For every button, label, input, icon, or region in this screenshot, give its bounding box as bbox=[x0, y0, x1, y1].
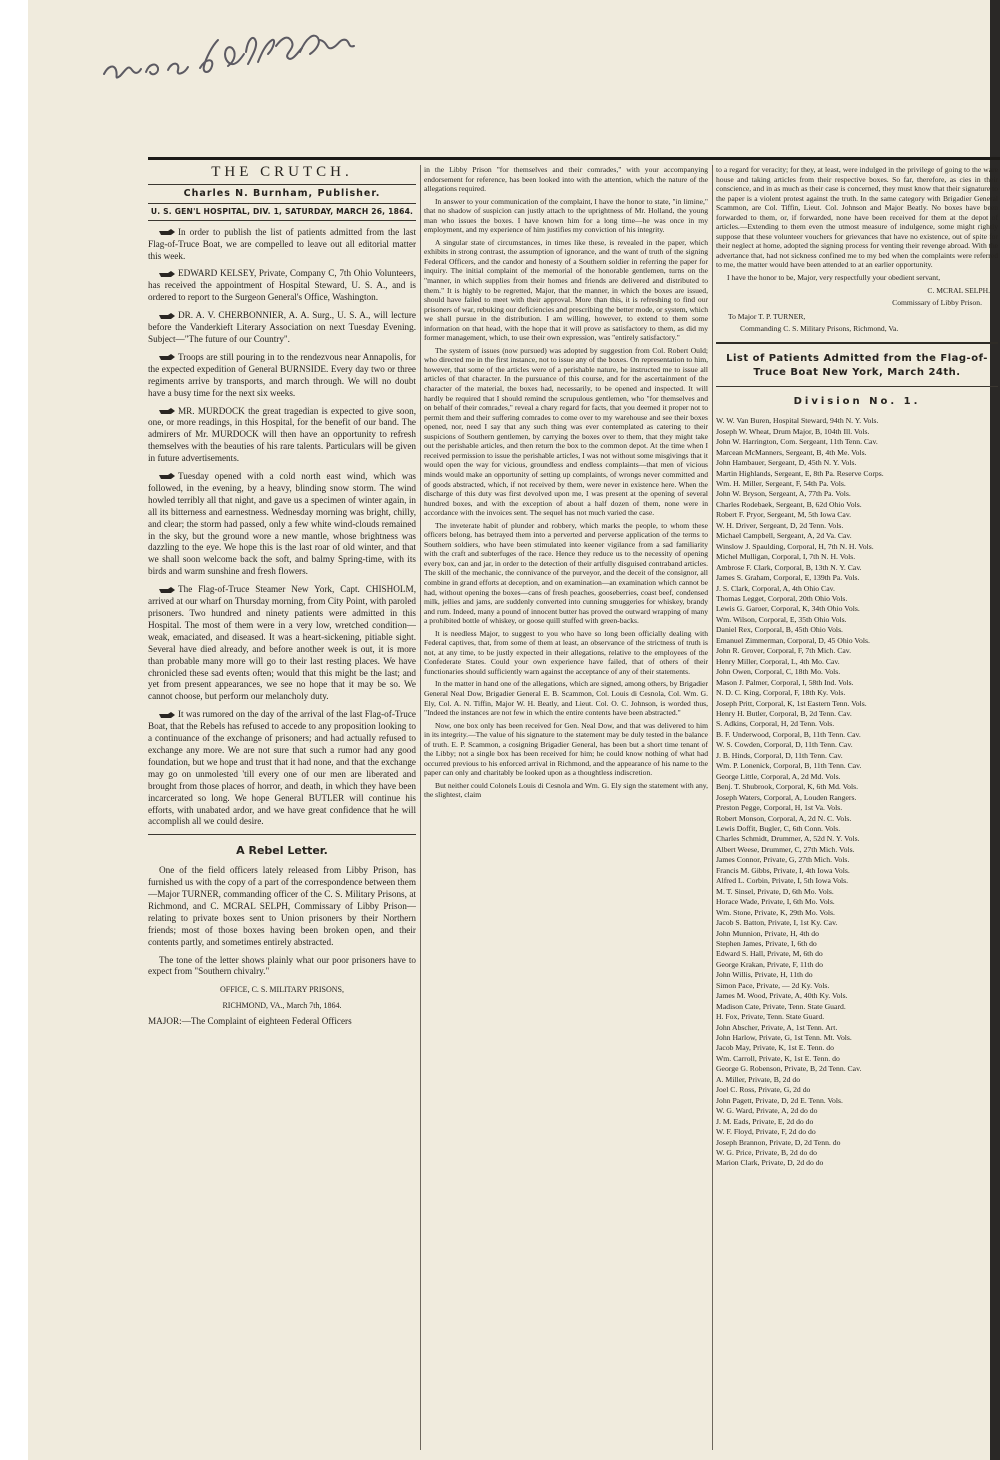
patient-entry: Robert Monson, Corporal, A, 2d N. C. Vols. bbox=[716, 813, 852, 823]
letter-paragraph: I have the honor to be, Major, very respectfully your obedient servant, bbox=[727, 273, 941, 283]
patient-entry: Wm. Wilson, Corporal, E, 35th Ohio Vols. bbox=[716, 614, 847, 624]
notice-paragraph bbox=[148, 709, 416, 828]
patient-entry: John W. Harrington, Com. Sergeant, 11th Tenn. Cav. bbox=[716, 437, 878, 447]
letter-paragraph: The inveterate habit of plunder and robbery, which marks the people, to whom these officers belong, has betrayed them into a perverted and perverse application of the terms to Southern soldiers, who have been stimulated into keener vigilance from a sad familiarity with the craft and subterfuges of the race. Hence they reduce us to the necessity of opening every box, can and jar, in order to the detection of their artfully disguised contraband articles. The skill of the mechanic, the connivance of the purveyor, and the deceit of the consignor, all combine in grand efforts at deception, and on examination—an examination which cannot be had, without opening the boxes—cans of fresh peaches, gooseberries, coast beef, condensed milk, jellies and jams, are suddenly converted into cunning smuggeries for whiskey, brandy and rum. Indeed, many a pound of innocent butter has proved the outward wrapping of many a prohibited bottle of whiskey, or goose quill stuffed with green-backs. bbox=[424, 520, 708, 626]
rebel-letter-heading: A Rebel Letter. bbox=[236, 844, 328, 858]
patient-entry: Thomas Legget, Corporal, 20th Ohio Vols. bbox=[716, 594, 848, 603]
patient-entry: Marion Clark, Private, D, 2d do do bbox=[716, 1158, 824, 1168]
patient-entry: Joseph Pritt, Corporal, K, 1st Eastern Tenn. Vols. bbox=[716, 698, 867, 708]
division-heading: Division No. 1. bbox=[793, 395, 921, 407]
addressee-name: To Major T. P. TURNER, bbox=[728, 311, 806, 321]
patient-entry: Henry Miller, Corporal, L, 4th Mo. Cav. bbox=[716, 656, 840, 666]
patient-entry: Charles Rodebaek, Sergeant, B, 62d Ohio Vols. bbox=[716, 499, 862, 509]
patient-entry: Martin Highlands, Sergeant, E, 8th Pa. Reserve Corps. bbox=[716, 468, 884, 478]
notice-text: Tuesday opened with a cold north east wind, which was followed, in the evening, by a heavy, blinding snow storm. The wind howled terribly all that night, and gave us a specimen of winter again, in all its bitterness and earnestness. Wednesday morning was bright, chilly, and clear; the storm had passed, only a few white wind-clouds remained in the sky, but the ground wore a new mantle, whose brightness was dazzling to the eye. We hope this is the last roar of old winter, and that we shall soon welcome back the soft, and balmy Spring-time, with its birds and warm sunshine and fresh flowers. bbox=[148, 471, 416, 577]
patient-entry: Benj. T. Shubrook, Corporal, K, 6th Md. Vols. bbox=[716, 782, 859, 792]
patient-entry: A. Miller, Private, B, 2d do bbox=[716, 1074, 801, 1084]
patient-entry: Preston Pegge, Corporal, H, 1st Va. Vols. bbox=[716, 803, 843, 813]
patient-entry: Charles Schmidt, Drummer, A, 52d N. Y. Vols. bbox=[716, 834, 860, 844]
column-3 bbox=[716, 165, 998, 1445]
letter-paragraph: to a regard for veracity; for they, at least, were indulged in the privilege of going to the ware house and taking articles from their respective boxes. So far, therefore, as cies in their conscience, and in as much as their case is concerned, they must know that their signature to the paper is a violent protest against the truth. In the same category with Brigadier General Scammon, are Col. Tiffin, Lieut. Col. Johnson and Major Beatly. No boxes have been forwarded to them, or, if forwarded, none have been received for them at the depot of articles.—Extending to them even the utmost measure of indulgence, some might rightly suppose that these volunteer vouchers for grievances that have no existence, out of spite for their neglect at home, adopted the signing process for venting their revenge abroad. With the advertance that, had not sickness confined me to my bed when the complaints were referred to me, the matter would have been attended to at an earlier opportunity. bbox=[716, 165, 998, 270]
patient-entry: W. S. Cowden, Corporal, D, 11th Tenn. Cav. bbox=[716, 740, 853, 750]
patient-entry: Jacob May, Private, K, 1st E. Tenn. do bbox=[716, 1043, 834, 1053]
patient-entry: Daniel Rex, Corporal, B, 45th Ohio Vols. bbox=[716, 625, 843, 635]
patient-entry: Lewis G. Garoer, Corporal, K, 34th Ohio Vols. bbox=[716, 604, 860, 614]
patient-entry: H. Fox, Private, Tenn. State Guard. bbox=[716, 1012, 825, 1022]
letter-paragraph: It is needless Major, to suggest to you who have so long been officially dealing with Federal captives, that, from some of them at least, an observance of the strictness of truth is not, at any time, to be justly expected in their allegations, relative to the employees of the Confederate States. Could your own experience have failed, that of others of their functionaries should sufficiently warn against the acceptance of any of their statements. bbox=[424, 628, 708, 676]
patient-entry: N. D. C. King, Corporal, F, 18th Ky. Vols. bbox=[716, 688, 846, 698]
letter-paragraph: in the Libby Prison "for themselves and their comrades," with your accompanying endorsement for reference, has been looked into with the attention, which the nature of the allegations required. bbox=[424, 165, 708, 194]
signature-name: C. MCRAL SELPH. bbox=[927, 285, 990, 295]
pointing-hand-icon bbox=[159, 473, 175, 480]
patient-entry: Wm. P. Lonenick, Corporal, B, 11th Tenn. Cav. bbox=[716, 761, 862, 771]
patient-entry: George Little, Corporal, A, 2d Md. Vols. bbox=[716, 771, 841, 781]
patient-entry: S. Adkins, Corporal, H, 2d Tenn. Vols. bbox=[716, 719, 835, 729]
patient-entry: Albert Weese, Drummer, C, 27th Mich. Vols. bbox=[716, 844, 855, 854]
patient-entry: B. F. Underwood, Corporal, B, 11th Tenn. Cav. bbox=[716, 729, 861, 739]
notice-text: It was rumored on the day of the arrival of the last Flag-of-Truce Boat, that the Rebels has refused to accede to any proposition looking to a continuance of the exchange of prisoners; and had actually refused to exchange any more. We are not sure that such a rumor had any good foundation, but we hope and trust that it had none, and that the exchange may go on unmolested 'till every one of our men are liberated and brought from those places of horror, and death, in which they have been incarcerated so long. We hope General BUTLER will continue his efforts, with unabated ardor, and we have great confidence that he will accomplish all we could desire. bbox=[148, 709, 416, 827]
patient-entry: Joseph Brannon, Private, D, 2d Tenn. do bbox=[716, 1137, 841, 1147]
notice-paragraph bbox=[148, 584, 416, 703]
patient-entry: Simon Pace, Private, — 2d Ky. Vols. bbox=[716, 980, 830, 990]
patient-entry: Emanuel Zimmerman, Corporal, D, 45 Ohio Vols. bbox=[716, 635, 870, 645]
patient-entry: John W. Bryson, Sergeant, A, 77th Pa. Vols. bbox=[716, 489, 851, 499]
patient-entry: John Willis, Private, H, 11th do bbox=[716, 970, 813, 980]
patient-entry: Francis M. Gibbs, Private, I, 4th Iowa Vols. bbox=[716, 865, 850, 875]
patient-entry: Wm. Carroll, Private, K, 1st E. Tenn. do bbox=[716, 1053, 840, 1063]
patient-entry: Joel C. Ross, Private, G, 2d do bbox=[716, 1085, 811, 1095]
patient-entry: Robert F. Pryor, Sergeant, M, 5th Iowa Cav. bbox=[716, 510, 852, 520]
patient-list bbox=[716, 416, 998, 1169]
section-rule bbox=[716, 342, 998, 344]
patient-entry: Madison Cate, Private, Tenn. State Guard. bbox=[716, 1001, 846, 1011]
patient-entry: J. M. Eads, Private, E, 2d do do bbox=[716, 1116, 814, 1126]
patient-entry: M. T. Sinsel, Private, D, 6th Mo. Vols. bbox=[716, 886, 834, 896]
patient-entry: James S. Graham, Corporal, E, 139th Pa. Vols. bbox=[716, 573, 860, 583]
patient-entry: Wm. H. Miller, Sergeant, F, 54th Pa. Vols. bbox=[716, 479, 846, 489]
patient-entry: John Harlow, Private, G, 1st Tenn. Mt. Vols. bbox=[716, 1033, 852, 1043]
notice-paragraph bbox=[148, 352, 416, 400]
patient-entry: Winslow J. Spaulding, Corporal, H, 7th N. H. Vols. bbox=[716, 541, 874, 551]
patient-entry: John Hambauer, Sergeant, D, 45th N. Y. Vols. bbox=[716, 458, 857, 468]
letter-paragraph: A singular state of circumstances, in times like these, is revealed in the paper, which exhibits in strong contrast, the assumption of ignorance, and the want of truth of the signing Federal Officers, and the candor and honesty of a Southern soldier in referring the paper for inquiry. The initial complaint of the memorial of the honorable gentlemen, turns on the "manner, in which supplies from their homes and friends are delivered and distributed to them." It is highly to be regretted, Major, that the manner, in which the boxes are issued, should have failed to meet with their approval. More than this, it is refreshing to find our prisoners of war, rebuking our deficiencies and prescribing the better mode, or system, which we shall pursue in the distribution. I am willing, however, to extend to them some information on that head, with the hope that it will prove as satisfactory to them, as did my former management, which, to use their own expression, was "entirely satisfactory." bbox=[424, 237, 708, 343]
patient-entry: Horace Wade, Private, I, 6th Mo. Vols. bbox=[716, 897, 835, 907]
pointing-hand-icon bbox=[159, 408, 175, 415]
notice-paragraph bbox=[148, 406, 416, 466]
column-2 bbox=[424, 165, 708, 1445]
signature-title: Commissary of Libby Prison. bbox=[892, 298, 982, 308]
patient-entry: John R. Grover, Corporal, F, 7th Mich. Cav. bbox=[716, 646, 852, 656]
patient-entry: Jacob S. Batton, Private, I, 1st Ky. Cav. bbox=[716, 918, 838, 928]
handwritten-signature bbox=[96, 22, 396, 88]
column-divider bbox=[712, 165, 713, 1450]
dateline: U. S. GEN'L HOSPITAL, DIV. 1, SATURDAY, MARCH 26, 1864. bbox=[148, 203, 416, 221]
patient-entry: Lewis Doffit, Bugler, C, 6th Conn. Vols. bbox=[716, 823, 841, 833]
patient-entry: W. G. Ward, Private, A, 2d do do bbox=[716, 1106, 818, 1116]
notice-text: Troops are still pouring in to the rendezvous near Annapolis, for the expected expedition of General BURNSIDE. Every day two or three regiments arrive by transports, and march through. We will no doubt have a busy time for the next six weeks. bbox=[148, 351, 416, 398]
patient-entry: Edward S. Hall, Private, M, 6th do bbox=[716, 949, 823, 959]
column-1 bbox=[148, 165, 416, 1445]
patient-entry: George G. Robenson, Private, B, 2d Tenn. Cav. bbox=[716, 1064, 862, 1074]
addressee-title: Commanding C. S. Military Prisons, Richmond, Va. bbox=[740, 324, 899, 334]
letter-paragraph: Now, one box only has been received for Gen. Neal Dow, and that was delivered to him in its integrity.—The value of his signature to the statement may be duly tested in the balance of truth. E. P. Scammon, a cosigning Brigadier General, has been but a short time tenant of the Libby; not a single box has been received for him; he could know nothing of what had occurred previous to his enforced arrival in Richmond, and the appearance of his name to the paper can only and charitably be looked upon as a thoughtless indiscretion. bbox=[424, 720, 708, 778]
patient-entry: John Abscher, Private, A, 1st Tenn. Art. bbox=[716, 1022, 838, 1032]
patient-entry: J. B. Hinds, Corporal, D, 11th Tenn. Cav. bbox=[716, 750, 843, 760]
article-paragraph: The tone of the letter shows plainly what our poor prisoners have to expect from "Southern chivalry." bbox=[148, 954, 416, 977]
patient-list-heading: List of Patients Admitted from the Flag-of-Truce Boat New York, March 24th. bbox=[726, 352, 988, 378]
column-divider bbox=[420, 165, 421, 1450]
letter-date-line: RICHMOND, VA., March 7th, 1864. bbox=[222, 1001, 342, 1011]
masthead-rule bbox=[148, 157, 1000, 160]
section-rule bbox=[716, 386, 998, 387]
patient-entry: Henry H. Butler, Corporal, B, 2d Tenn. Cav. bbox=[716, 708, 852, 718]
patient-entry: Ambrose F. Clark, Corporal, B, 13th N. Y. Cav. bbox=[716, 562, 862, 572]
title-rule bbox=[148, 184, 416, 185]
notice-text: EDWARD KELSEY, Private, Company C, 7th Ohio Volunteers, has received the appointment of Hospital Steward, U. S. A., and is ordered to report to the Surgeon General's Office, Washington. bbox=[148, 268, 416, 303]
notice-paragraph bbox=[148, 471, 416, 578]
patient-entry: W. H. Driver, Sergeant, D, 2d Tenn. Vols. bbox=[716, 520, 844, 530]
letter-salutation: MAJOR:—The Complaint of eighteen Federal Officers bbox=[148, 1016, 352, 1027]
patient-entry: Wm. Stone, Private, K, 29th Mo. Vols. bbox=[716, 907, 835, 917]
patient-entry: Michael Campbell, Sergeant, A, 2d Va. Cav. bbox=[716, 531, 852, 541]
notice-text: MR. MURDOCK the great tragedian is expected to give soon, one, or more readings, in this Hospital, for the benefit of our band. The admirers of Mr. MURDOCK will then have an opportunity to refresh themselves with the beauties of his rare talents. Particulars will be given in future advertisements. bbox=[148, 405, 416, 464]
pointing-hand-icon bbox=[159, 712, 175, 719]
newspaper-title: THE CRUTCH. bbox=[211, 165, 353, 180]
patient-entry: James Connor, Private, G, 27th Mich. Vols. bbox=[716, 855, 850, 865]
patient-entry: W. W. Van Buren, Hospital Steward, 94th N. Y. Vols. bbox=[716, 416, 879, 426]
patient-entry: Joseph Waters, Corporal, A, Louden Rangers. bbox=[716, 792, 857, 802]
publisher-line: Charles N. Burnham, Publisher. bbox=[183, 187, 381, 199]
patient-entry: Mason J. Palmer, Corporal, I, 58th Ind. Vols. bbox=[716, 677, 854, 687]
section-rule bbox=[148, 834, 416, 835]
notice-text: DR. A. V. CHERBONNIER, A. A. Surg., U. S. A., will lecture before the Vanderkieft Literary Association on next Tuesday Evening. Subject—"The future of our Country". bbox=[148, 310, 416, 344]
letter-paragraph: The system of issues (now pursued) was adopted by suggestion from Col. Robert Ould; who directed me in the first instance, not to issue any of the boxes. On representation to him, however, that some of the articles were of a perishable nature, he instructed me to issue all articles of that character. In the pursuance of this course, and for the ascertainment of the character of the material, the boxes had, necessarily, to be opened and inspected. It will hardly be required that I should remind the scrupulous gentlemen, who "for themselves and on behalf of their comrades," reveal a chary regard for facts, that you deemed it proper not to permit them and their suffering comrades to come over to my warehouse and see their boxes opened, nor, need I say that any such thing was ever contemplated as catering to their suspicions of Southern gentlemen, by carrying the boxes over to them, that they might take out the perishable articles, and then return the box to the common depot. At the time when I received permission to issue the perishable articles, I was not without some misgivings that it would open the way for vicious, groundless and endless complaints—that men of vicious minds would make an opportunity of setting up complaints, of wrongs never committed and of goods abstracted, which, if not received by them, were never in existence here. When the discharge of this duty was first devolved upon me, I was present at the opening of several hundred boxes, and with the exception of about a half dozen of them, none were in accordance with the invoices sent. The sequel has not much varied the case. bbox=[424, 345, 708, 518]
patient-entry: John Pagett, Private, D, 2d E. Tenn. Vols. bbox=[716, 1095, 843, 1105]
patient-entry: James M. Wood, Private, A, 40th Ky. Vols. bbox=[716, 991, 848, 1001]
letter-office-line: OFFICE, C. S. MILITARY PRISONS, bbox=[220, 985, 344, 995]
notice-paragraph bbox=[148, 268, 416, 304]
patient-entry: John Munnion, Private, H, 4th do bbox=[716, 928, 819, 938]
notice-paragraph bbox=[148, 227, 416, 263]
pointing-hand-icon bbox=[159, 354, 175, 361]
notice-text: The Flag-of-Truce Steamer New York, Capt. CHISHOLM, arrived at our wharf on Thursday morning, from City Point, with paroled prisoners. Two hundred and ninety patients were admitted in this Hospital. The most of them were in a very low, wretched condition—weak, emaciated, and diseased. It was a heart-sickening, pitiable sight. Several have died already, and before another week is out, it is more than probable many more will go to their last resting places. We have chronicled these sad events often; would that this might be the last; and yet from present appearances, we see no hope that it may be so. We cannot choose, but perform our melancholy duty. bbox=[148, 584, 416, 702]
pointing-hand-icon bbox=[159, 271, 175, 278]
pointing-hand-icon bbox=[159, 587, 175, 594]
patient-entry: W. G. Price, Private, B, 2d do do bbox=[716, 1148, 817, 1158]
patient-entry: W. F. Floyd, Private, F, 2d do do bbox=[716, 1127, 816, 1137]
article-paragraph: One of the field officers lately released from Libby Prison, has furnished us with the copy of a part of the correspondence between them—Major TURNER, commanding officer of the C. S. Military Prisons, at Richmond, and C. MCRAL SELPH, Commissary of Libby Prison—relating to private boxes sent to Union prisoners by their Northern friends; most of those boxes having been broken open, and their contents partly, and sometimes entirely abstracted. bbox=[148, 865, 416, 947]
patient-entry: Stephen James, Private, I, 6th do bbox=[716, 938, 817, 948]
pointing-hand-icon bbox=[159, 229, 175, 236]
patient-entry: Michel Mulligan, Corporal, I, 7th N. H. Vols. bbox=[716, 552, 856, 562]
letter-paragraph: In the matter in hand one of the allegations, which are signed, among others, by Brigadier General Neal Dow, Brigadier General E. B. Scammon, Col. Louis di Cesnola, Col. Wm. G. Ely, Col. A. N. Tiffin, Major W. H. Beatly, and Lieut. Col. O. C. Johnson, is worded thus, "Indeed the instances are not few in which the entire contents have been abstracted." bbox=[424, 679, 708, 718]
patient-entry: John Owen, Corporal, C, 18th Mo. Vols. bbox=[716, 667, 841, 677]
pointing-hand-icon bbox=[159, 313, 175, 320]
letter-paragraph: But neither could Colonels Louis di Cesnola and Wm. G. Ely sign the statement with any, the slightest, claim bbox=[424, 780, 708, 800]
letter-paragraph: In answer to your communication of the complaint, I have the honor to state, "in limine," that no shadow of suspicion can justly attach to the uprightness of Mr. Holland, the young man who issues the boxes. I have known him for a long time—he was once in my employment, and my experience of him justifies my conviction of his integrity. bbox=[424, 196, 708, 235]
patient-entry: Joseph W. Wheat, Drum Major, B, 104th Ill. Vols. bbox=[716, 426, 870, 436]
patient-entry: George Krakan, Private, F, 11th do bbox=[716, 959, 823, 969]
patient-entry: Marcean McManners, Sergeant, B, 4th Me. Vols. bbox=[716, 447, 867, 457]
patient-entry: Alfred L. Corbin, Private, I, 5th Iowa Vols. bbox=[716, 876, 849, 886]
notice-paragraph bbox=[148, 310, 416, 346]
patient-entry: J. S. Clark, Corporal, A, 4th Ohio Cav. bbox=[716, 583, 835, 593]
notice-text: In order to publish the list of patients admitted from the last Flag-of-Truce Boat, we are compelled to leave out all editorial matter this week. bbox=[148, 226, 416, 261]
